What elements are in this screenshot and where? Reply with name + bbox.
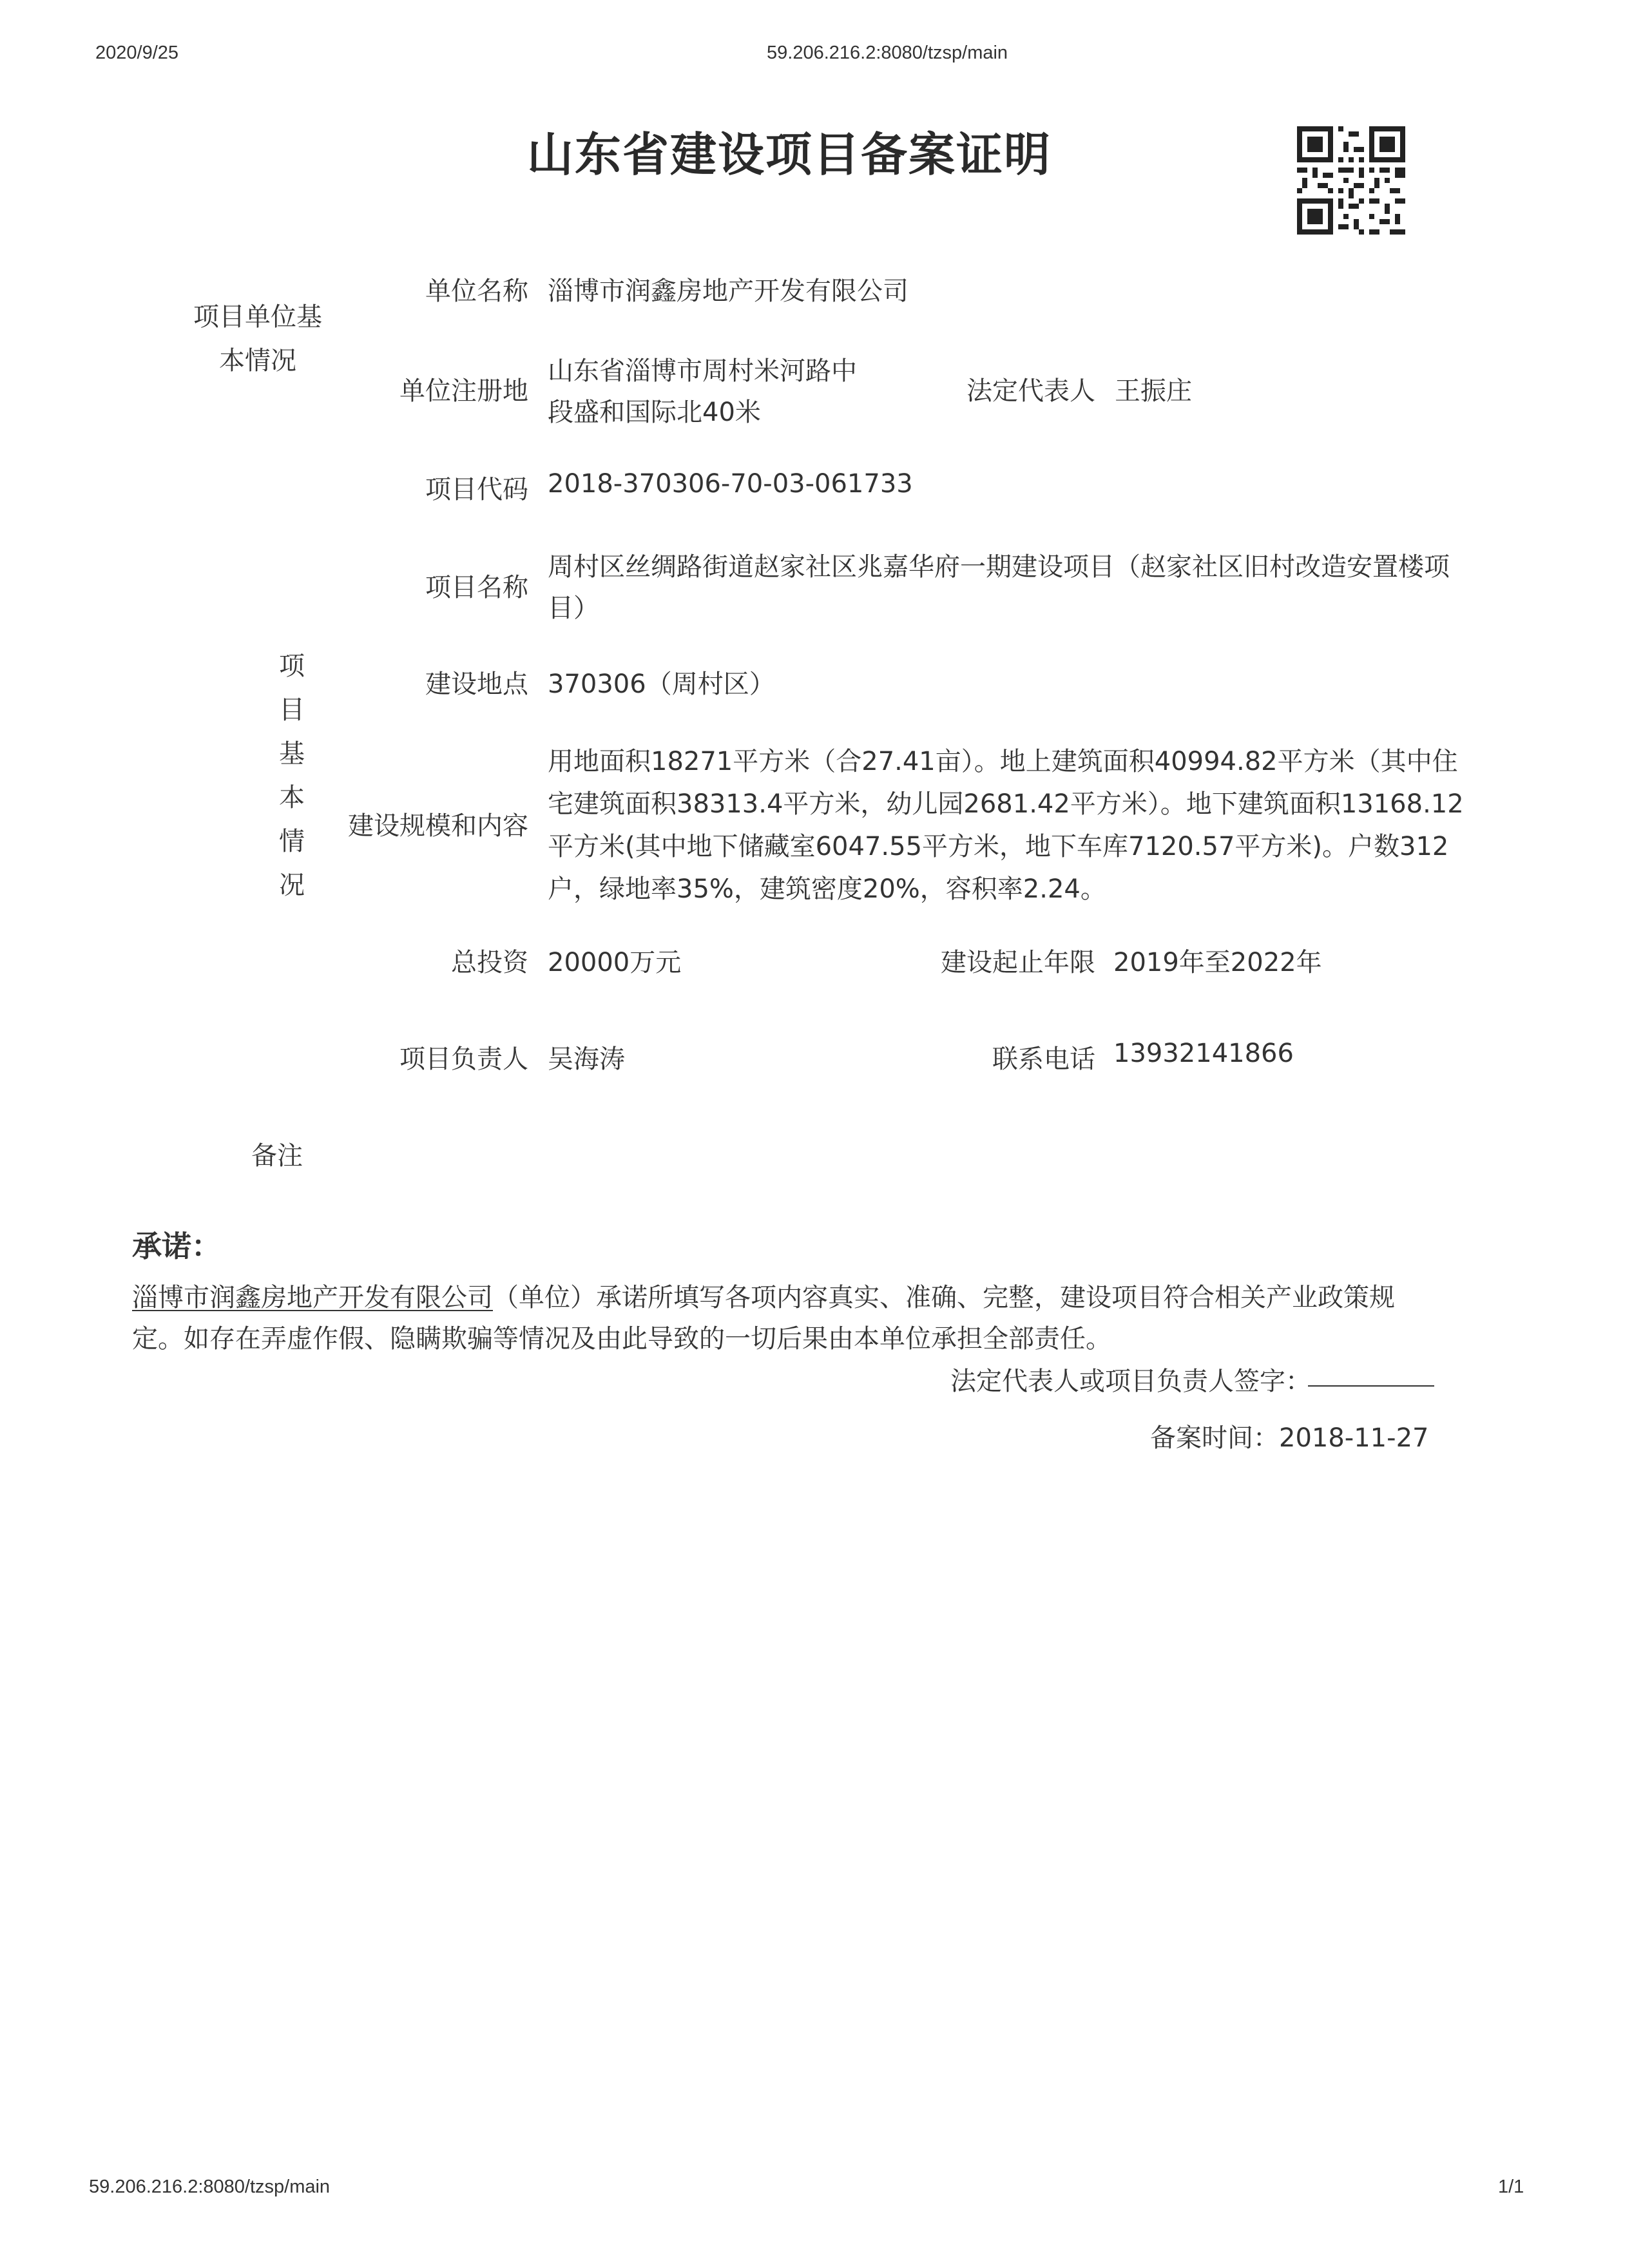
section-project-char: 本 — [279, 783, 305, 812]
phone-value: 13932141866 — [1113, 1039, 1294, 1068]
section-project-char: 目 — [279, 695, 305, 725]
unit-name-label: 单位名称 — [425, 276, 528, 306]
pledge-heading: 承诺： — [132, 1229, 221, 1264]
pledge-line1 — [132, 1277, 1395, 1314]
pledge-line1-rest: （单位）承诺所填写各项内容真实、准确、完整，建设项目符合相关产业政策规 — [493, 1283, 1395, 1312]
legal-rep-label: 法定代表人 — [966, 376, 1095, 406]
qr-code-icon — [1297, 126, 1405, 235]
signature-label: 法定代表人或项目负责人签字： — [950, 1367, 1311, 1396]
scale-line: 宅建筑面积38313.4平方米，幼儿园2681.42平方米）。地下建筑面积13168.12 — [548, 789, 1464, 819]
unit-address-line2: 段盛和国际北40米 — [548, 398, 761, 427]
footer-page: 1/1 — [1498, 2177, 1524, 2197]
record-date-value: 2018-11-27 — [1279, 1423, 1429, 1453]
section-project-char: 况 — [279, 870, 305, 900]
period-label: 建设起止年限 — [941, 948, 1095, 977]
section-remarks: 备注 — [251, 1141, 303, 1171]
scale-label: 建设规模和内容 — [348, 811, 528, 841]
project-code-label: 项目代码 — [425, 475, 528, 505]
project-code-value: 2018-370306-70-03-061733 — [548, 469, 913, 499]
pledge-line2: 定。如存在弄虚作假、隐瞒欺骗等情况及由此导致的一切后果由本单位承担全部责任。 — [132, 1324, 1111, 1354]
unit-address-label: 单位注册地 — [399, 376, 528, 406]
record-date — [1150, 1418, 1428, 1454]
scale-line: 用地面积18271平方米（合27.41亩）。地上建筑面积40994.82平方米（其中住 — [548, 747, 1458, 776]
unit-address-line1: 山东省淄博市周村米河路中 — [548, 356, 857, 386]
pledge-company: 淄博市润鑫房地产开发有限公司 — [132, 1283, 493, 1312]
print-url: 59.206.216.2:8080/tzsp/main — [767, 43, 1008, 63]
period-value: 2019年至2022年 — [1113, 948, 1322, 977]
print-date: 2020/9/25 — [95, 43, 179, 63]
signature-line — [1308, 1385, 1434, 1387]
unit-name-value: 淄博市润鑫房地产开发有限公司 — [548, 276, 908, 306]
footer-url: 59.206.216.2:8080/tzsp/main — [89, 2177, 331, 2197]
manager-value: 吴海涛 — [548, 1044, 625, 1074]
phone-label: 联系电话 — [992, 1044, 1095, 1074]
legal-rep-value: 王振庄 — [1115, 376, 1192, 406]
location-label: 建设地点 — [425, 669, 528, 699]
section-project-char: 项 — [279, 651, 305, 681]
document-title: 山东省建设项目备案证明 — [527, 128, 1052, 182]
project-name-line2: 目） — [548, 593, 599, 623]
section-unit-info: 项目单位基本情况 — [193, 302, 322, 376]
section-project-char: 基 — [279, 739, 305, 769]
manager-label: 项目负责人 — [399, 1044, 528, 1074]
scale-line: 平方米(其中地下储藏室6047.55平方米，地下车库7120.57平方米)。户数312 — [548, 832, 1449, 861]
project-name-label: 项目名称 — [425, 573, 528, 602]
project-name-line1: 周村区丝绸路街道赵家社区兆嘉华府一期建设项目（赵家社区旧村改造安置楼项 — [548, 552, 1450, 582]
record-date-label: 备案时间： — [1150, 1423, 1279, 1453]
location-value: 370306（周村区） — [548, 669, 775, 699]
scale-line: 户，绿地率35%，建筑密度20%，容积率2.24。 — [548, 874, 1106, 904]
investment-value: 20000万元 — [548, 948, 682, 977]
section-project-char: 情 — [279, 827, 305, 856]
investment-label: 总投资 — [451, 948, 528, 977]
